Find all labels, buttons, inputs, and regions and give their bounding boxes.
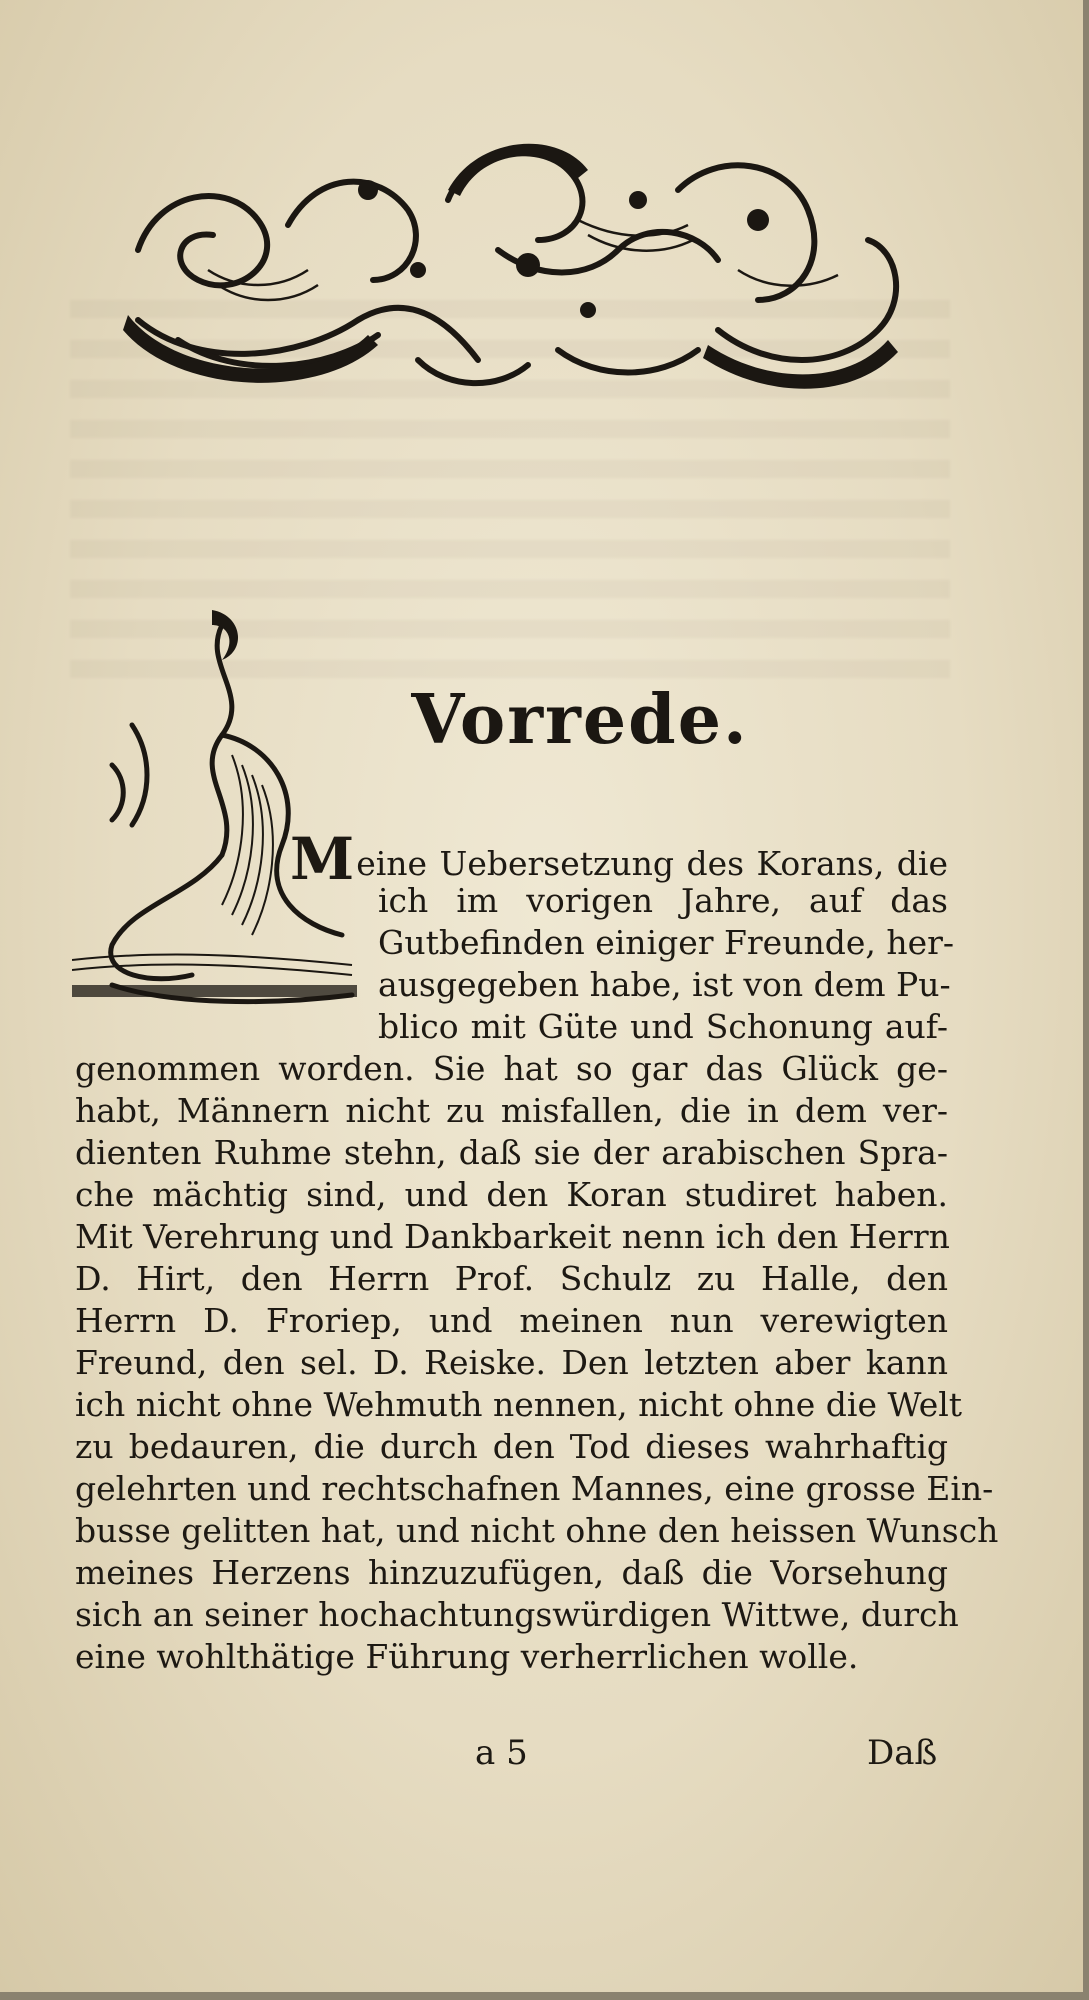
text-line: meines Herzens hinzuzufügen, daß die Vorsehung — [75, 1553, 948, 1592]
text-line: gelehrten und rechtschafnen Mannes, eine grosse Ein- — [75, 1469, 994, 1508]
headpiece-ornament — [118, 130, 918, 400]
text-line: Freund, den sel. D. Reiske. Den letzten aber kann — [75, 1343, 948, 1382]
signature-mark: a 5 — [475, 1733, 528, 1773]
page-title: Vorrede. — [411, 680, 749, 760]
text-line: genommen worden. Sie hat so gar das Glück ge- — [75, 1049, 948, 1088]
text-line: ausgegeben habe, ist von dem Pu- — [378, 965, 951, 1004]
text-line: Herrn D. Froriep, und meinen nun verewigten — [75, 1301, 948, 1340]
text-line: D. Hirt, den Herrn Prof. Schulz zu Halle, den — [75, 1259, 948, 1298]
text-line: zu bedauren, die durch den Tod dieses wahrhaftig — [75, 1427, 948, 1466]
text-line: Gutbefinden einiger Freunde, her- — [378, 923, 955, 962]
drop-cap: M — [290, 825, 355, 893]
catchword: Daß — [867, 1733, 938, 1773]
text-line: che mächtig sind, und den Koran studiret haben. — [75, 1175, 948, 1214]
text-line: ich nicht ohne Wehmuth nennen, nicht ohne die Welt — [75, 1385, 963, 1424]
text-line — [290, 825, 948, 893]
text-line: Mit Verehrung und Dankbarkeit nenn ich den Herrn — [75, 1217, 950, 1256]
text-line-content: eine Uebersetzung des Korans, die — [356, 844, 948, 883]
text-line: habt, Männern nicht zu misfallen, die in dem ver- — [75, 1091, 948, 1130]
text-line: ich im vorigen Jahre, auf das — [378, 881, 948, 920]
text-line: dienten Ruhme stehn, daß sie der arabischen Spra- — [75, 1133, 948, 1172]
text-line-last: eine wohlthätige Führung verherrlichen wolle. — [75, 1637, 859, 1676]
text-line: busse gelitten hat, und nicht ohne den heissen Wunsch — [75, 1511, 999, 1550]
initial-ornament — [72, 605, 362, 1015]
text-line: sich an seiner hochachtungswürdigen Wittwe, durch — [75, 1595, 959, 1634]
text-line: blico mit Güte und Schonung auf- — [378, 1007, 948, 1046]
